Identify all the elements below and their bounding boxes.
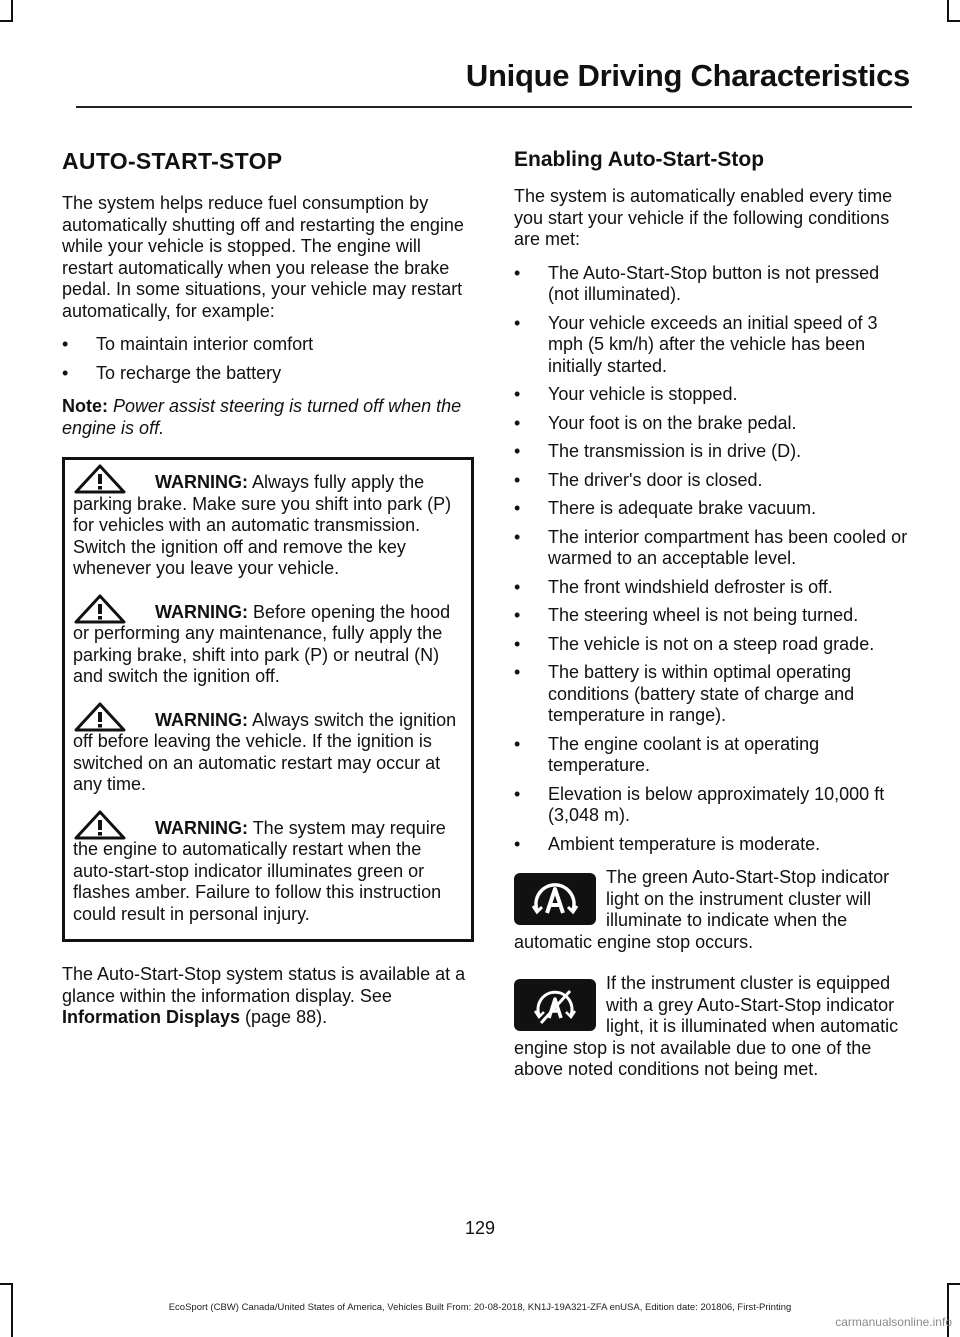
bullet-mark: • (514, 526, 521, 547)
warning-automatic-restart (73, 818, 463, 926)
warning-parking-brake (73, 472, 463, 580)
bullet-mark: • (514, 633, 521, 654)
crop-mark-bottom-right-h (947, 1283, 960, 1285)
warning-text: Before opening the hood or performing any maintenance, fully apply the parking brake, shift into park (P) or neutral (N) and switch the ignition off. (73, 601, 451, 686)
warning-label: WARNING: (155, 601, 248, 622)
bullet-mark: • (514, 733, 521, 754)
crop-mark-bottom-left-h (0, 1283, 13, 1285)
auto-start-stop-indicator-icon (514, 873, 596, 925)
bullet-mark: • (514, 662, 521, 682)
information-displays-link[interactable]: Information Displays (62, 1007, 241, 1027)
intro-paragraph: The system helps reduce fuel consumption by automatically shutting off and restarting the engine while your vehicle is stopped. The engine will restart automatically when you release the brake pedal. In some situations, your vehicle may restart automatically, for example: (62, 193, 464, 321)
enabling-intro: The system is automatically enabled every time you start your vehicle if the following conditions are met: (514, 186, 893, 249)
warnings-box (62, 457, 474, 942)
restart-reasons-list (62, 334, 474, 384)
list-item: • Your foot is on the brake pedal. (514, 412, 797, 433)
crop-mark-top-left-v (11, 0, 13, 22)
list-item: • The battery is within optimal operating conditions (battery state of charge and temperature in range). (514, 662, 855, 725)
list-item: • Your vehicle exceeds an initial speed of 3 mph (5 km/h) after the vehicle has been initially started. (514, 312, 878, 376)
page-number: 129 (464, 1218, 496, 1238)
list-item: • The interior compartment has been cooled or warmed to an acceptable level. (514, 526, 908, 568)
left-column (62, 148, 474, 1041)
warning-triangle-icon (73, 810, 127, 838)
header-divider (76, 106, 912, 108)
crop-mark-top-left-h (0, 20, 13, 22)
warning-text: The system may require the engine to automatically restart when the auto-start-stop indicator illuminates green or flashes amber. Failure to follow this instruction could result in personal injury. (73, 817, 446, 924)
bullet-mark: • (514, 783, 521, 804)
list-item: • Elevation is below approximately 10,000 ft (3,048 m). (514, 783, 885, 825)
bullet-mark: • (514, 576, 521, 597)
list-item: • The engine coolant is at operating temperature. (514, 733, 820, 775)
list-item: • The steering wheel is not being turned. (514, 605, 859, 625)
right-column (514, 148, 908, 1101)
warning-triangle-icon (73, 594, 127, 622)
section-heading-enabling: Enabling Auto-Start-Stop (514, 148, 765, 171)
list-item: • Ambient temperature is moderate. (514, 833, 821, 854)
enabling-conditions-list (514, 263, 908, 856)
list-item: • The vehicle is not on a steep road grade. (514, 633, 875, 654)
warning-hood-maintenance (73, 602, 463, 688)
page-section-title: Unique Driving Characteristics (465, 58, 910, 93)
list-item: • The front windshield defroster is off. (514, 576, 833, 597)
bullet-mark: • (514, 384, 521, 404)
bullet-mark: • (514, 469, 521, 490)
warning-triangle-icon (73, 702, 127, 730)
grey-indicator-block (514, 973, 908, 1081)
bullet-mark: • (514, 412, 521, 433)
bullet-mark: • (514, 605, 521, 625)
note-paragraph (62, 396, 474, 439)
section-heading-auto-start-stop: AUTO-START-STOP (62, 148, 283, 174)
bullet-mark: • (62, 362, 69, 383)
warning-text: Always switch the ignition off before leaving the vehicle. If the ignition is switched on an automatic restart may occur at any time. (73, 709, 457, 794)
list-item: • There is adequate brake vacuum. (514, 498, 817, 518)
status-paragraph: The Auto-Start-Stop system status is available at a glance within the information display. See Information Displays (page 88). (62, 964, 466, 1027)
crop-mark-top-right-v (947, 0, 949, 22)
list-item: • The transmission is in drive (D). (514, 441, 802, 461)
list-item: • Your vehicle is stopped. (514, 384, 738, 404)
green-indicator-text: The green Auto-Start-Stop indicator light on the instrument cluster will illuminate to indicate when the automatic engine stop occurs. (514, 867, 890, 952)
warning-triangle-icon (73, 464, 127, 492)
bullet-mark: • (514, 441, 521, 461)
list-item: • To recharge the battery (62, 362, 282, 383)
warning-text: Always fully apply the parking brake. Make sure you shift into park (P) for vehicles with an automatic transmission. Switch the ignition off and remove the key whenever you leave your vehicle. (73, 472, 452, 578)
warning-label: WARNING: (155, 709, 248, 730)
green-indicator-block (514, 867, 908, 953)
bullet-mark: • (514, 262, 521, 283)
warning-label: WARNING: (155, 817, 248, 838)
watermark: carmanualsonline.info (835, 1315, 952, 1329)
warning-ignition-off (73, 710, 463, 796)
grey-indicator-text: If the instrument cluster is equipped with a grey Auto-Start-Stop indicator light, it is illuminated when automatic engine stop is not available due to one of the above noted conditions not being met. (514, 973, 899, 1079)
warning-label: WARNING: (155, 472, 248, 492)
list-item: • To maintain interior comfort (62, 334, 314, 354)
note-label: Note: (62, 396, 108, 416)
auto-start-stop-off-indicator-icon (514, 979, 596, 1031)
bullet-mark: • (514, 312, 521, 333)
note-text: Power assist steering is turned off when the engine is off. (62, 396, 462, 438)
bullet-mark: • (62, 334, 69, 354)
footer-edition-info: EcoSport (CBW) Canada/United States of America, Vehicles Built From: 20-08-2018, KN1J-19A321-ZFA enUSA, Edition date: 201806, First-Printing (168, 1302, 792, 1313)
bullet-mark: • (514, 833, 521, 854)
bullet-mark: • (514, 498, 521, 518)
crop-mark-top-right-h (947, 20, 960, 22)
list-item: • The driver's door is closed. (514, 469, 763, 490)
list-item: • The Auto-Start-Stop button is not pressed (not illuminated). (514, 262, 880, 304)
